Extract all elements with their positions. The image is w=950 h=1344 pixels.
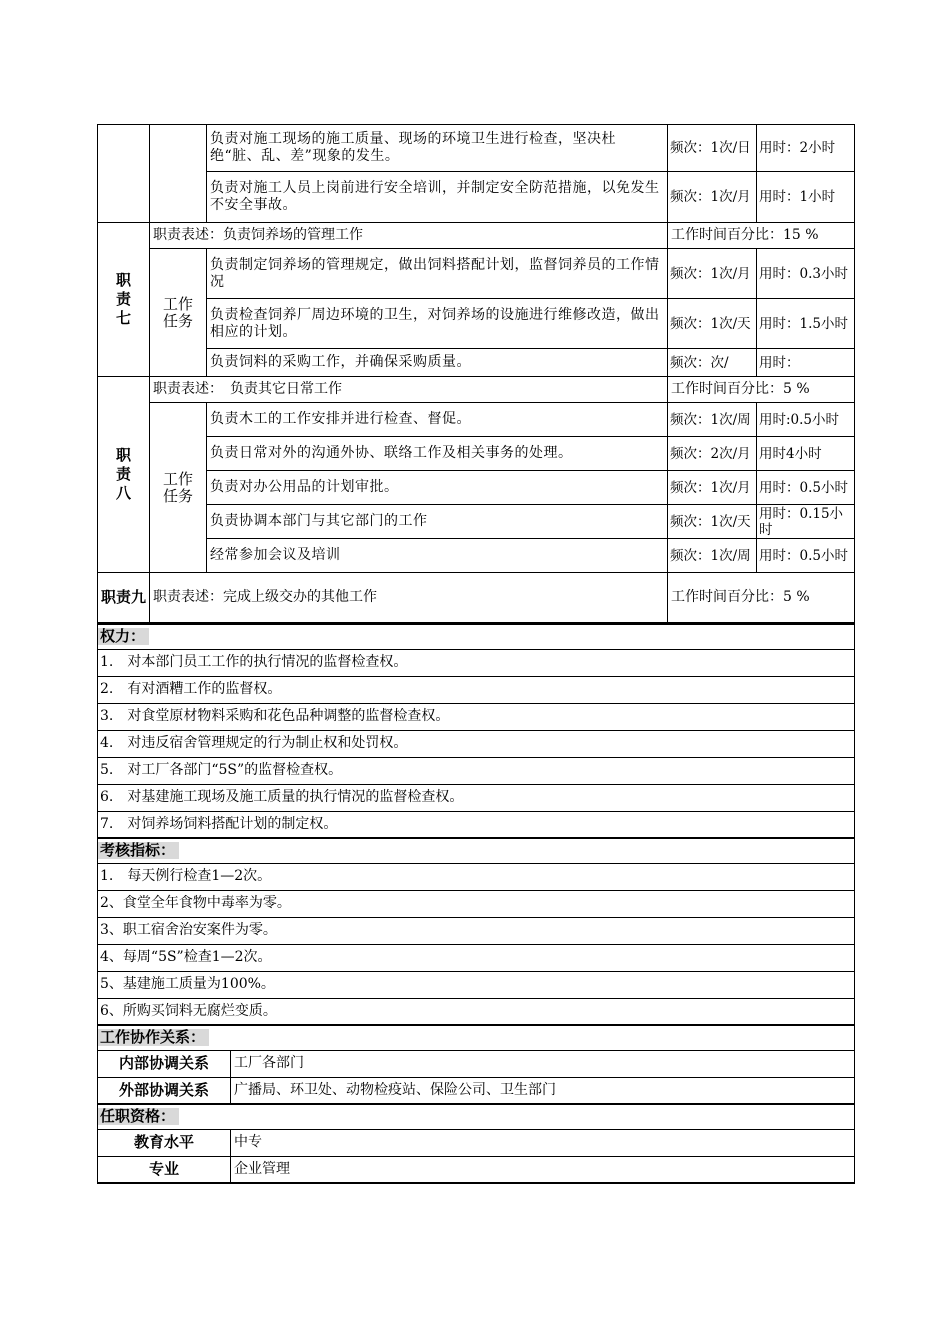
duty-row [98, 377, 855, 403]
internal-relation-value: 工厂各部门 [231, 1050, 855, 1077]
authority-item: 3. 对食堂原材物料采购和花色品种调整的监督检查权。 [98, 703, 855, 730]
task-row [98, 403, 855, 437]
authority-item: 4. 对违反宿舍管理规定的行为制止权和处罚权。 [98, 730, 855, 757]
task-time: 用时：0.15小时 [757, 505, 855, 539]
qualification-header: 任职资格： [98, 1108, 179, 1125]
task-row [98, 539, 855, 573]
task-description: 负责日常对外的沟通外协、联络工作及相关事务的处理。 [207, 437, 668, 471]
duty-row [98, 573, 855, 623]
section-header-row [98, 624, 855, 649]
duty-title [98, 223, 150, 377]
relations-header: 工作协作关系： [98, 1029, 209, 1046]
external-relation-value: 广播局、环卫处、动物检疫站、保险公司、卫生部门 [231, 1077, 855, 1104]
list-item [98, 757, 855, 784]
external-relation-label: 外部协调关系 [98, 1077, 231, 1104]
task-frequency: 频次：1次/月 [668, 471, 757, 505]
task-time: 用时： [757, 349, 855, 377]
task-description: 负责饲料的采购工作，并确保采购质量。 [207, 349, 668, 377]
duty-description: 职责表述：负责饲养场的管理工作 [150, 223, 668, 249]
task-row [98, 125, 855, 172]
list-item [98, 863, 855, 890]
task-description: 经常参加会议及培训 [207, 539, 668, 573]
list-item [98, 944, 855, 971]
work-task-label [150, 249, 207, 377]
duty-description: 职责表述：完成上级交办的其他工作 [150, 573, 668, 623]
duty-title [98, 377, 150, 573]
task-time: 用时：1.5小时 [757, 299, 855, 349]
task-frequency: 频次：1次/月 [668, 172, 757, 223]
task-time: 用时：0.5小时 [757, 539, 855, 573]
task-frequency: 频次：1次/周 [668, 539, 757, 573]
relation-row [98, 1077, 855, 1104]
list-item [98, 811, 855, 838]
work-cell-empty [150, 125, 207, 223]
task-frequency: 频次：1次/月 [668, 249, 757, 299]
task-frequency: 频次：1次/天 [668, 299, 757, 349]
authority-header-cell [98, 624, 855, 649]
kpi-item: 5、基建施工质量为100%。 [98, 971, 855, 998]
work-task-label-text: 工作任务 [162, 469, 193, 505]
authority-header: 权力： [98, 628, 149, 645]
list-item [98, 998, 855, 1025]
list-item [98, 703, 855, 730]
task-description: 负责制定饲养场的管理规定，做出饲料搭配计划，监督饲养员的工作情况 [207, 249, 668, 299]
work-time-percent: 工作时间百分比：5 % [668, 377, 855, 403]
task-row [98, 172, 855, 223]
duty-row [98, 223, 855, 249]
list-item [98, 730, 855, 757]
list-item [98, 649, 855, 676]
qualification-row [98, 1129, 855, 1156]
job-description-page [97, 124, 854, 1184]
qualification-row [98, 1156, 855, 1183]
kpi-item: 6、所购买饲料无腐烂变质。 [98, 998, 855, 1025]
task-row [98, 249, 855, 299]
work-task-label [150, 403, 207, 573]
duty-cell-empty [98, 125, 150, 223]
work-time-percent: 工作时间百分比：5 % [668, 573, 855, 623]
work-task-label-text: 工作任务 [162, 294, 193, 330]
task-description: 负责检查饲养厂周边环境的卫生，对饲养场的设施进行维修改造，做出相应的计划。 [207, 299, 668, 349]
task-description: 负责对办公用品的计划审批。 [207, 471, 668, 505]
task-description: 负责协调本部门与其它部门的工作 [207, 505, 668, 539]
list-item [98, 971, 855, 998]
authority-item: 1. 对本部门员工工作的执行情况的监督检查权。 [98, 649, 855, 676]
task-description: 负责对施工现场的施工质量、现场的环境卫生进行检查，坚决杜绝“脏、乱、差”现象的发生。 [207, 125, 668, 172]
task-time: 用时：2小时 [757, 125, 855, 172]
authority-item: 7. 对饲养场饲料搭配计划的制定权。 [98, 811, 855, 838]
kpi-item: 4、每周“5S”检查1—2次。 [98, 944, 855, 971]
task-time: 用时：0.3小时 [757, 249, 855, 299]
duties-table [97, 124, 855, 623]
internal-relation-label: 内部协调关系 [98, 1050, 231, 1077]
kpi-item: 2、食堂全年食物中毒率为零。 [98, 890, 855, 917]
task-frequency: 频次：1次/日 [668, 125, 757, 172]
major-label: 专业 [98, 1156, 231, 1183]
authority-item: 6. 对基建施工现场及施工质量的执行情况的监督检查权。 [98, 784, 855, 811]
task-row [98, 505, 855, 539]
kpi-header-cell [98, 838, 855, 863]
task-time: 用时4小时 [757, 437, 855, 471]
section-header-row [98, 838, 855, 863]
task-row [98, 349, 855, 377]
duty-title: 职责九 [98, 573, 150, 623]
kpi-item: 1. 每天例行检查1—2次。 [98, 863, 855, 890]
kpi-header: 考核指标： [98, 842, 179, 859]
task-time: 用时:0.5小时 [757, 403, 855, 437]
details-table [97, 623, 855, 1184]
task-description: 负责对施工人员上岗前进行安全培训，并制定安全防范措施，以免发生不安全事故。 [207, 172, 668, 223]
task-time: 用时：0.5小时 [757, 471, 855, 505]
list-item [98, 676, 855, 703]
duty-description: 职责表述： 负责其它日常工作 [150, 377, 668, 403]
section-header-row [98, 1104, 855, 1129]
task-row [98, 299, 855, 349]
education-label: 教育水平 [98, 1129, 231, 1156]
work-time-percent: 工作时间百分比：15 % [668, 223, 855, 249]
kpi-item: 3、职工宿舍治安案件为零。 [98, 917, 855, 944]
duty-title-text: 职责七 [115, 272, 131, 327]
major-value: 企业管理 [231, 1156, 855, 1183]
authority-item: 2. 有对酒糟工作的监督权。 [98, 676, 855, 703]
task-frequency: 频次：1次/天 [668, 505, 757, 539]
list-item [98, 784, 855, 811]
list-item [98, 890, 855, 917]
task-row [98, 471, 855, 505]
relation-row [98, 1050, 855, 1077]
section-header-row [98, 1025, 855, 1050]
relations-header-cell [98, 1025, 855, 1050]
task-time: 用时：1小时 [757, 172, 855, 223]
task-frequency: 频次：次/ [668, 349, 757, 377]
authority-item: 5. 对工厂各部门“5S”的监督检查权。 [98, 757, 855, 784]
education-value: 中专 [231, 1129, 855, 1156]
list-item [98, 917, 855, 944]
task-row [98, 437, 855, 471]
task-description: 负责木工的工作安排并进行检查、督促。 [207, 403, 668, 437]
qualification-header-cell [98, 1104, 855, 1129]
task-frequency: 频次：1次/周 [668, 403, 757, 437]
task-frequency: 频次：2次/月 [668, 437, 757, 471]
duty-title-text: 职责八 [115, 447, 131, 502]
